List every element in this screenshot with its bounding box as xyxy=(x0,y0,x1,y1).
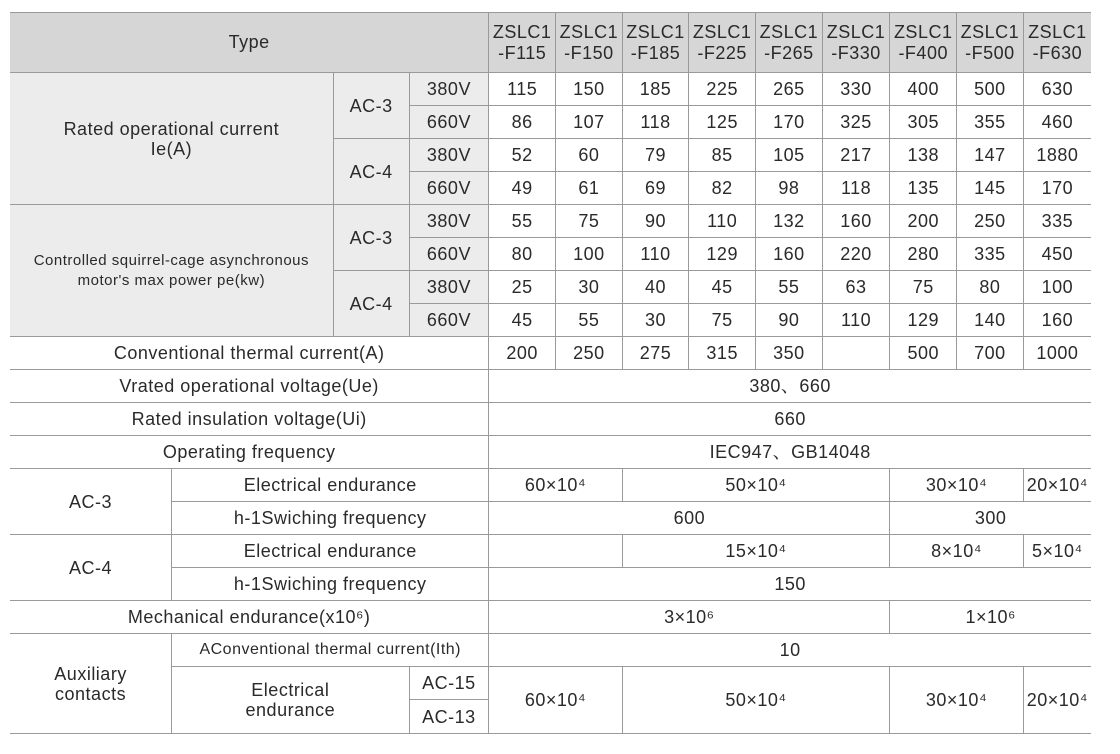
table-row xyxy=(10,337,1091,370)
table-cell: 30 xyxy=(556,271,623,304)
table-row xyxy=(10,436,1091,469)
type-header: Type xyxy=(10,13,489,73)
voltage-label: 660V xyxy=(409,172,489,205)
table-cell: 450 xyxy=(1023,238,1091,271)
table-row xyxy=(10,535,1091,568)
table-cell: 275 xyxy=(622,337,689,370)
table-cell: 265 xyxy=(756,73,823,106)
table-cell: 118 xyxy=(622,106,689,139)
table-cell: 1880 xyxy=(1023,139,1091,172)
table-cell: 90 xyxy=(756,304,823,337)
table-cell: 350 xyxy=(756,337,823,370)
table-cell: 25 xyxy=(489,271,556,304)
table-cell: 1000 xyxy=(1023,337,1091,370)
operational-voltage-value: 380、660 xyxy=(489,370,1091,403)
table-cell: 160 xyxy=(1023,304,1091,337)
table-cell: 170 xyxy=(756,106,823,139)
table-cell: 50×10⁴ xyxy=(622,667,890,734)
table-cell: 60×10⁴ xyxy=(489,667,622,734)
table-cell: 300 xyxy=(890,502,1091,535)
model-header: ZSLC1 -F225 xyxy=(689,13,756,73)
table-cell: 250 xyxy=(556,337,623,370)
operational-voltage-label: Vrated operational voltage(Ue) xyxy=(10,370,489,403)
ac3-label: AC-3 xyxy=(333,205,409,271)
table-cell: 5×10⁴ xyxy=(1023,535,1091,568)
table-cell: 170 xyxy=(1023,172,1091,205)
table-cell: 40 xyxy=(622,271,689,304)
table-cell: 75 xyxy=(890,271,957,304)
table-cell: 630 xyxy=(1023,73,1091,106)
ac13-label: AC-13 xyxy=(409,700,489,734)
aux-thermal-current-label: AConventional thermal current(Ith) xyxy=(172,634,489,667)
table-cell: 305 xyxy=(890,106,957,139)
table-cell: 355 xyxy=(957,106,1024,139)
table-cell: 280 xyxy=(890,238,957,271)
table-cell: 129 xyxy=(890,304,957,337)
table-cell: 325 xyxy=(822,106,890,139)
motor-power-label: Controlled squirrel-cage asynchronous motor's max power pe(kw) xyxy=(10,205,333,337)
electrical-endurance-label: Electrical endurance xyxy=(172,469,489,502)
table-cell: 700 xyxy=(957,337,1024,370)
table-cell: 600 xyxy=(489,502,890,535)
table-cell: 45 xyxy=(489,304,556,337)
table-cell: 69 xyxy=(622,172,689,205)
table-row xyxy=(10,634,1091,667)
table-row xyxy=(10,502,1091,535)
table-cell xyxy=(822,337,890,370)
table-cell: 85 xyxy=(689,139,756,172)
table-cell: 1×10⁶ xyxy=(890,601,1091,634)
table-cell: 10 xyxy=(489,634,1091,667)
spec-table-wrapper xyxy=(10,12,1091,734)
table-cell: 132 xyxy=(756,205,823,238)
table-cell: 30×10⁴ xyxy=(890,469,1023,502)
table-cell: 150 xyxy=(489,568,1091,601)
ac4-label: AC-4 xyxy=(333,271,409,337)
table-cell: 135 xyxy=(890,172,957,205)
ac3-label: AC-3 xyxy=(333,73,409,139)
mechanical-endurance-label: Mechanical endurance(x10⁶) xyxy=(10,601,489,634)
table-cell: 250 xyxy=(957,205,1024,238)
table-cell: 160 xyxy=(756,238,823,271)
table-cell: 118 xyxy=(822,172,890,205)
table-cell: 60×10⁴ xyxy=(489,469,622,502)
header-row xyxy=(10,13,1091,73)
table-cell: 460 xyxy=(1023,106,1091,139)
table-row xyxy=(10,601,1091,634)
model-header: ZSLC1 -F330 xyxy=(822,13,890,73)
table-cell: 335 xyxy=(1023,205,1091,238)
table-cell: 52 xyxy=(489,139,556,172)
model-header: ZSLC1 -F400 xyxy=(890,13,957,73)
table-cell: 315 xyxy=(689,337,756,370)
model-header: ZSLC1 -F115 xyxy=(489,13,556,73)
table-cell: 400 xyxy=(890,73,957,106)
specification-table xyxy=(10,12,1091,734)
table-cell: 225 xyxy=(689,73,756,106)
table-cell: 100 xyxy=(556,238,623,271)
table-cell: 20×10⁴ xyxy=(1023,667,1091,734)
table-cell: 140 xyxy=(957,304,1024,337)
table-cell: 330 xyxy=(822,73,890,106)
switching-frequency-label: h-1Swiching frequency xyxy=(172,568,489,601)
voltage-label: 660V xyxy=(409,106,489,139)
table-row xyxy=(10,73,1091,106)
table-cell: 60 xyxy=(556,139,623,172)
table-cell: 55 xyxy=(556,304,623,337)
model-header: ZSLC1 -F630 xyxy=(1023,13,1091,73)
voltage-label: 380V xyxy=(409,205,489,238)
table-cell: 79 xyxy=(622,139,689,172)
table-cell: 105 xyxy=(756,139,823,172)
thermal-current-label: Conventional thermal current(A) xyxy=(10,337,489,370)
voltage-label: 380V xyxy=(409,271,489,304)
ac3-block-label: AC-3 xyxy=(10,469,172,535)
table-cell: 200 xyxy=(890,205,957,238)
table-cell: 50×10⁴ xyxy=(622,469,890,502)
table-cell: 80 xyxy=(957,271,1024,304)
table-cell: 75 xyxy=(689,304,756,337)
table-cell: 147 xyxy=(957,139,1024,172)
voltage-label: 380V xyxy=(409,73,489,106)
table-cell: 3×10⁶ xyxy=(489,601,890,634)
table-cell: 8×10⁴ xyxy=(890,535,1023,568)
auxiliary-contacts-label: Auxiliary contacts xyxy=(10,634,172,734)
operating-frequency-value: IEC947、GB14048 xyxy=(489,436,1091,469)
table-row xyxy=(10,370,1091,403)
insulation-voltage-label: Rated insulation voltage(Ui) xyxy=(10,403,489,436)
ac4-label: AC-4 xyxy=(333,139,409,205)
table-cell: 200 xyxy=(489,337,556,370)
ac15-label: AC-15 xyxy=(409,667,489,700)
table-cell: 217 xyxy=(822,139,890,172)
table-cell: 61 xyxy=(556,172,623,205)
voltage-label: 380V xyxy=(409,139,489,172)
operating-frequency-label: Operating frequency xyxy=(10,436,489,469)
table-cell: 107 xyxy=(556,106,623,139)
table-cell: 75 xyxy=(556,205,623,238)
model-header: ZSLC1 -F265 xyxy=(756,13,823,73)
table-cell: 160 xyxy=(822,205,890,238)
table-cell: 110 xyxy=(622,238,689,271)
table-cell: 55 xyxy=(756,271,823,304)
table-cell: 185 xyxy=(622,73,689,106)
table-row xyxy=(10,403,1091,436)
table-cell: 115 xyxy=(489,73,556,106)
table-cell: 82 xyxy=(689,172,756,205)
table-cell: 30 xyxy=(622,304,689,337)
table-cell: 500 xyxy=(890,337,957,370)
table-cell: 110 xyxy=(689,205,756,238)
table-cell: 150 xyxy=(556,73,623,106)
table-cell: 138 xyxy=(890,139,957,172)
model-header: ZSLC1 -F185 xyxy=(622,13,689,73)
electrical-endurance-label: Electrical endurance xyxy=(172,535,489,568)
table-cell: 90 xyxy=(622,205,689,238)
table-cell: 500 xyxy=(957,73,1024,106)
table-cell: 129 xyxy=(689,238,756,271)
table-cell xyxy=(489,535,622,568)
rated-current-label: Rated operational current Ie(A) xyxy=(10,73,333,205)
table-cell: 86 xyxy=(489,106,556,139)
switching-frequency-label: h-1Swiching frequency xyxy=(172,502,489,535)
table-cell: 63 xyxy=(822,271,890,304)
model-header: ZSLC1 -F500 xyxy=(957,13,1024,73)
insulation-voltage-value: 660 xyxy=(489,403,1091,436)
table-cell: 30×10⁴ xyxy=(890,667,1023,734)
table-cell: 20×10⁴ xyxy=(1023,469,1091,502)
aux-electrical-endurance-label: Electrical endurance xyxy=(172,667,409,734)
table-cell: 15×10⁴ xyxy=(622,535,890,568)
table-cell: 80 xyxy=(489,238,556,271)
table-cell: 125 xyxy=(689,106,756,139)
table-row xyxy=(10,667,1091,700)
voltage-label: 660V xyxy=(409,304,489,337)
table-cell: 220 xyxy=(822,238,890,271)
table-cell: 145 xyxy=(957,172,1024,205)
model-header: ZSLC1 -F150 xyxy=(556,13,623,73)
table-row xyxy=(10,205,1091,238)
table-cell: 335 xyxy=(957,238,1024,271)
table-row xyxy=(10,568,1091,601)
voltage-label: 660V xyxy=(409,238,489,271)
table-cell: 45 xyxy=(689,271,756,304)
table-cell: 98 xyxy=(756,172,823,205)
table-cell: 49 xyxy=(489,172,556,205)
table-cell: 55 xyxy=(489,205,556,238)
table-cell: 100 xyxy=(1023,271,1091,304)
ac4-block-label: AC-4 xyxy=(10,535,172,601)
table-cell: 110 xyxy=(822,304,890,337)
table-row xyxy=(10,469,1091,502)
